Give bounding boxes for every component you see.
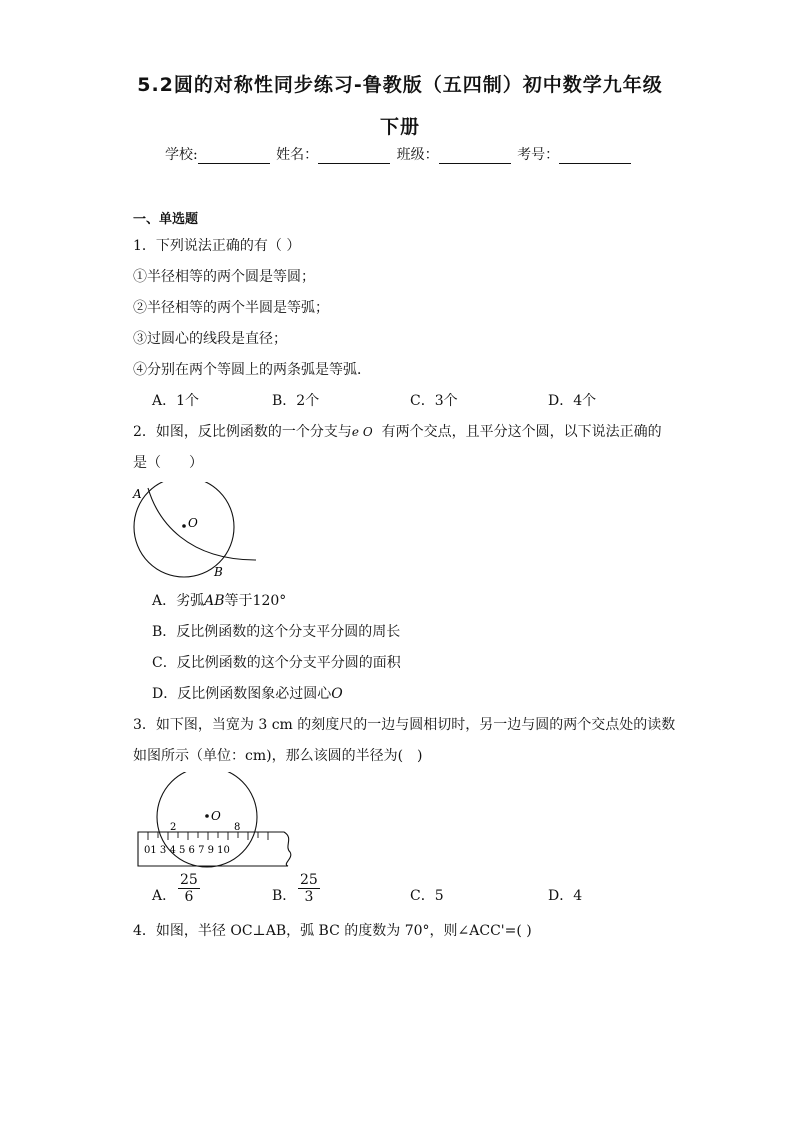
school-label: 学校: (165, 147, 198, 163)
section-heading: 一、单选题 (133, 212, 199, 227)
page-title-line2: 下册 (379, 116, 420, 138)
q2-option-d[interactable]: D．反比例函数图象必过圆心O (152, 686, 343, 702)
q3-option-a-fraction[interactable]: $\frac{25}{6}$ (180, 872, 198, 905)
q1-statement-3: ③过圆心的线段是直径； (133, 331, 287, 347)
q1-option-c[interactable]: C．3个 (410, 393, 458, 409)
center-point (205, 814, 209, 818)
q4-stem: 4．如图，半径 OC⊥AB，弧 BC 的度数为 70°，则∠ACC'=( ) (133, 923, 532, 939)
intersection-label-2: 2 (170, 822, 177, 833)
name-blank[interactable] (318, 149, 390, 164)
q3-stem-line2: 如图所示（单位：cm)，那么该圆的半径为( ) (133, 748, 423, 764)
q1-stem: 1．下列说法正确的有（ ） (133, 238, 301, 254)
q3-option-c[interactable]: C．5 (410, 888, 444, 904)
center-point (182, 524, 186, 528)
q2-option-c[interactable]: C．反比例函数的这个分支平分圆的面积 (152, 655, 401, 671)
class-blank[interactable] (439, 149, 511, 164)
q3-stem-line1: 3．如下图，当宽为 3 cm 的刻度尺的一边与圆相切时，另一边与圆的两个交点处的读数 (133, 717, 676, 733)
q2-option-a[interactable]: A．劣弧AB等于120° (152, 593, 287, 609)
q3-option-b-label[interactable]: B． (272, 888, 297, 904)
ruler-ticks (148, 832, 268, 840)
name-label: 姓名： (276, 147, 319, 163)
q1-option-d[interactable]: D．4个 (548, 393, 597, 409)
hyperbola-branch (148, 488, 256, 560)
page-title: 5.2圆的对称性同步练习-鲁教版（五四制）初中数学九年级 (137, 74, 663, 96)
exam-no-label: 考号： (517, 147, 560, 163)
circle-o-symbol: e O (351, 425, 373, 439)
student-info-row (165, 144, 633, 164)
intersection-label-8: 8 (234, 822, 241, 833)
ruler-numbers: 01 3 4 5 6 7 9 10 (144, 845, 230, 856)
school-blank[interactable] (198, 149, 270, 164)
q3-option-a-label[interactable]: A． (152, 888, 177, 904)
circle-shape (134, 482, 234, 577)
q2-stem-line2: 是（ ） (133, 455, 203, 471)
q1-statement-4: ④分别在两个等圆上的两条弧是等弧． (133, 362, 371, 378)
q2-stem-line1: 2．如图，反比例函数的一个分支与e O 有两个交点，且平分这个圆，以下说法正确的 (133, 424, 662, 440)
q3-option-b-fraction[interactable]: $\frac{25}{3}$ (300, 872, 318, 905)
point-a-label: A (133, 487, 142, 501)
center-o-label: O (211, 809, 221, 823)
class-label: 班级： (396, 147, 439, 163)
q1-statement-1: ①半径相等的两个圆是等圆； (133, 269, 315, 285)
q2-figure (128, 482, 260, 582)
point-b-label: B (214, 565, 223, 579)
q3-option-d[interactable]: D．4 (548, 888, 583, 904)
q1-option-a[interactable]: A．1个 (152, 393, 200, 409)
q3-ruler-figure (134, 772, 296, 872)
q1-statement-2: ②半径相等的两个半圆是等弧； (133, 300, 329, 316)
exam-no-blank[interactable] (559, 149, 631, 164)
q1-option-b[interactable]: B．2个 (272, 393, 320, 409)
point-o-label: O (188, 516, 198, 530)
q2-option-b[interactable]: B．反比例函数的这个分支平分圆的周长 (152, 624, 401, 640)
